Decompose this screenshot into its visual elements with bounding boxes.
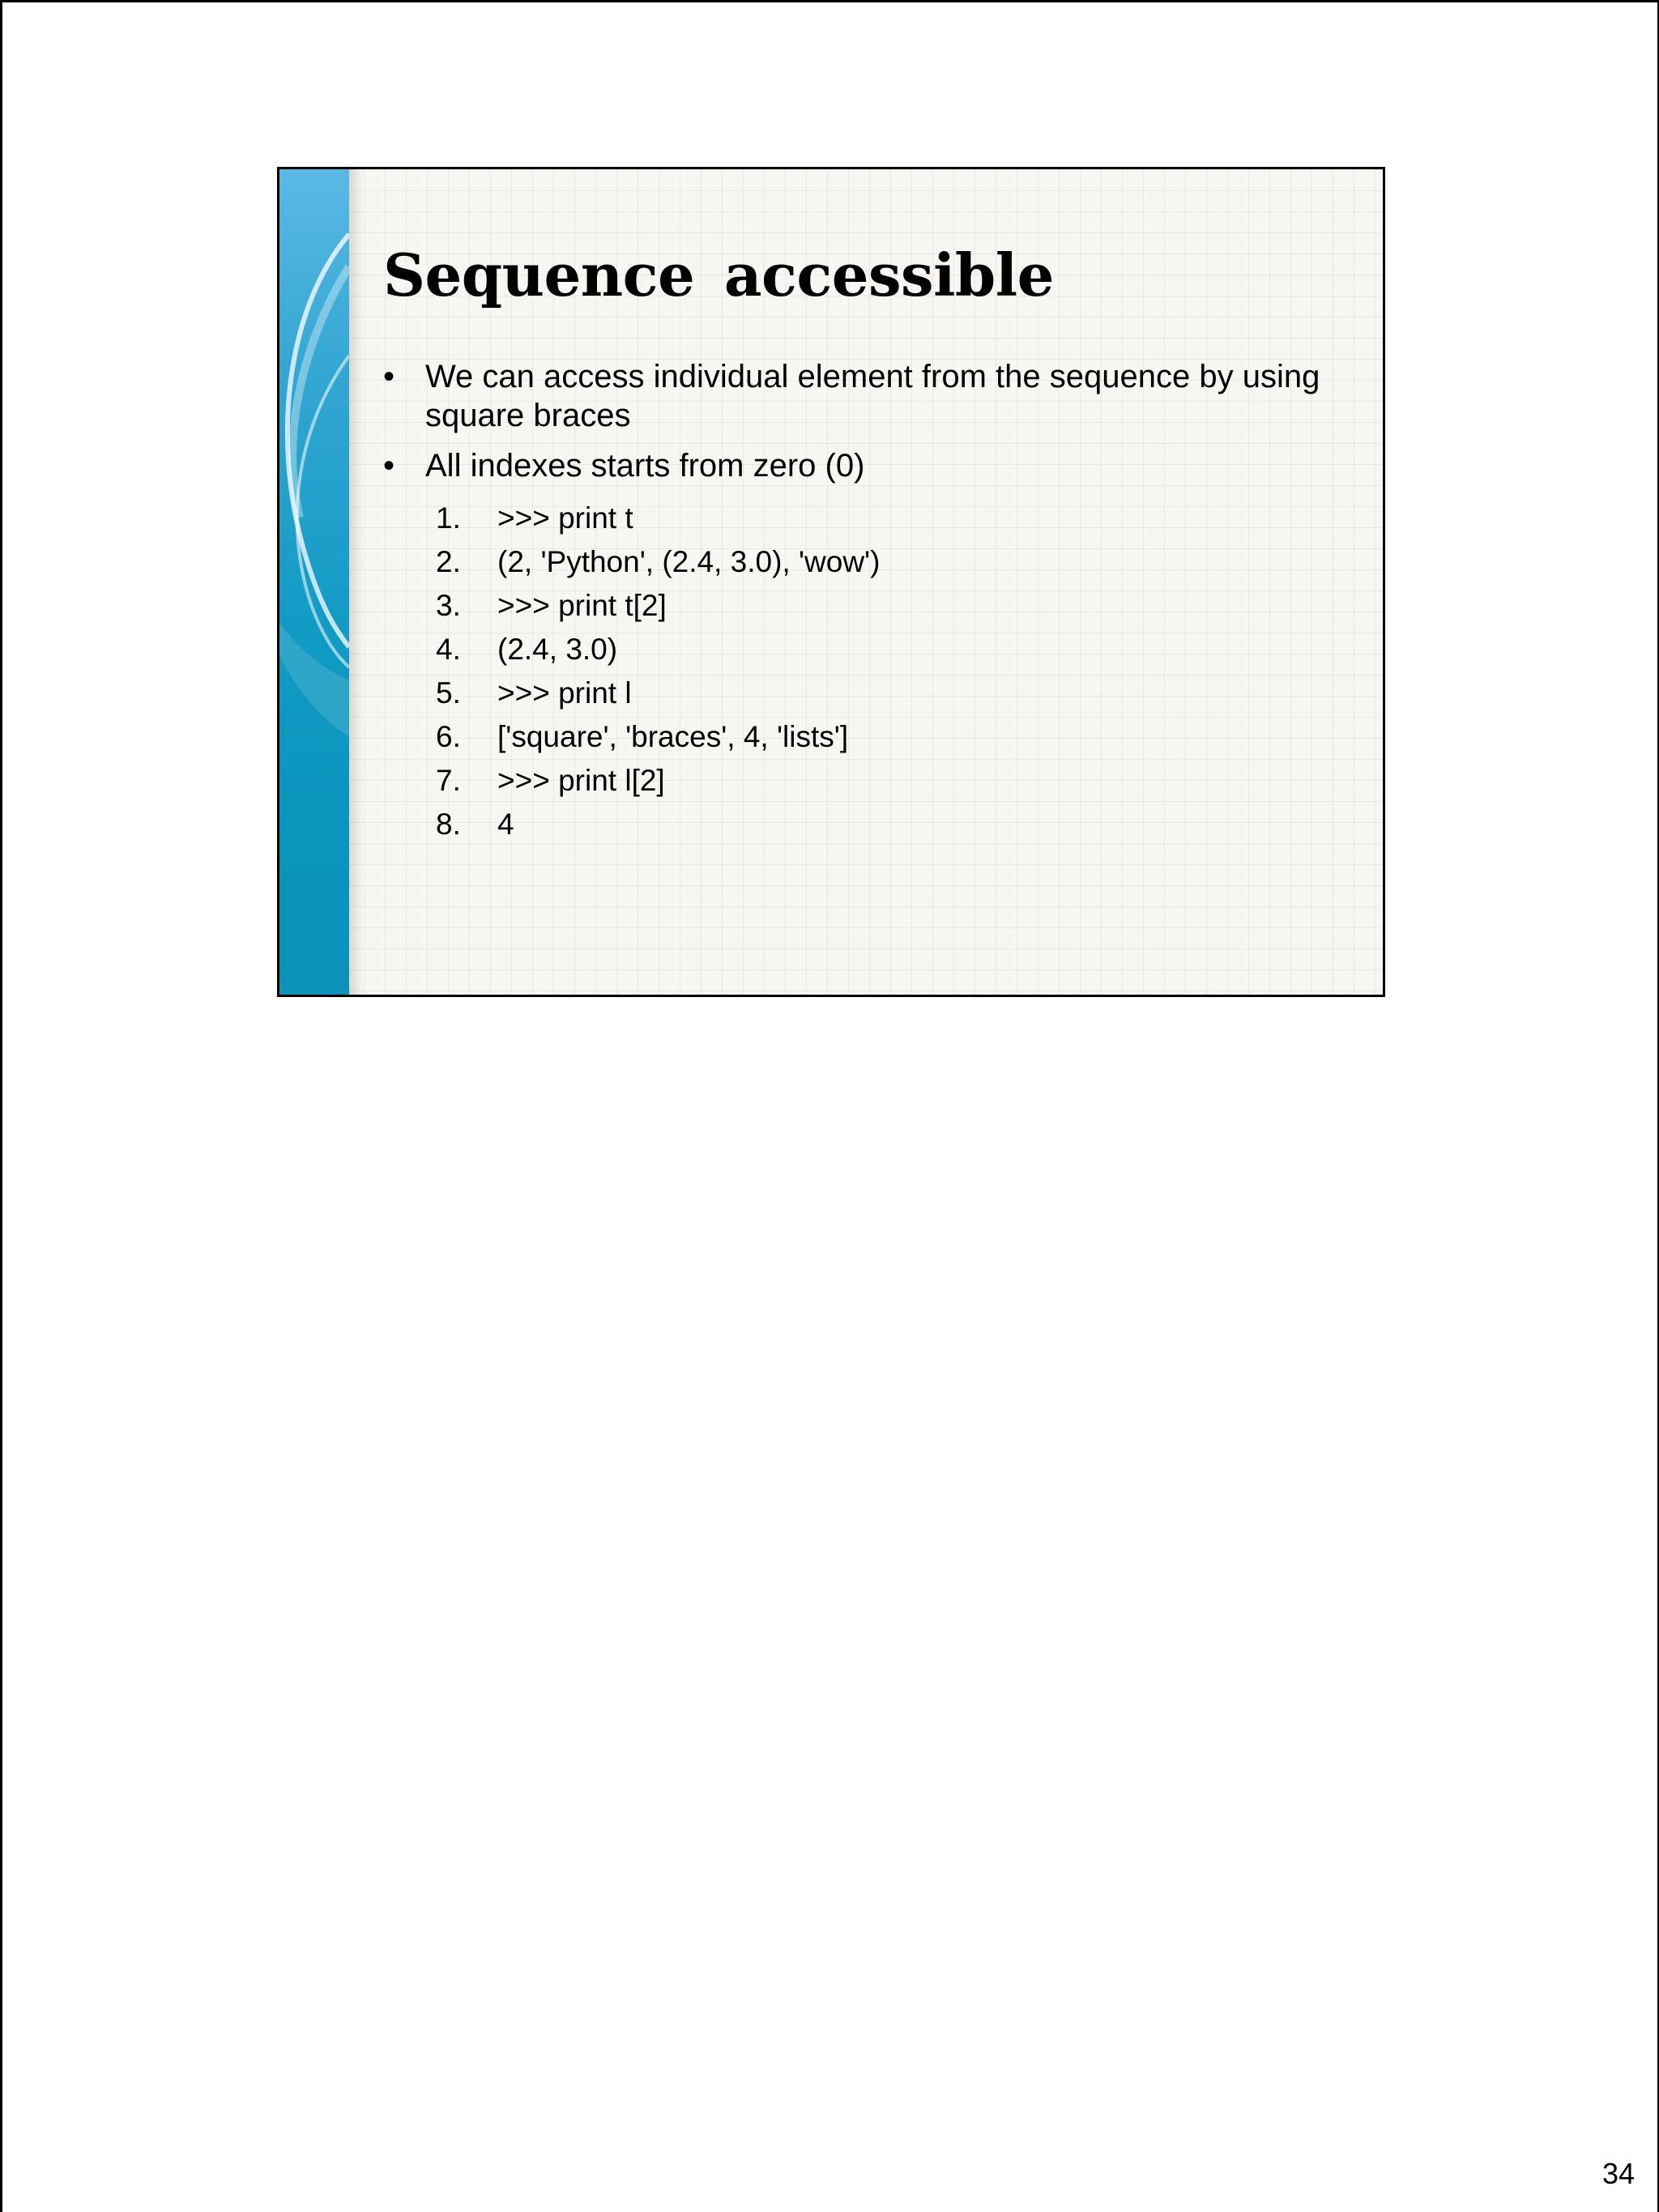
list-item-text: >>> print l[2] — [497, 764, 665, 797]
bullet-text: We can access individual element from the sequence by using square braces — [425, 359, 1320, 433]
list-item — [383, 759, 1339, 803]
list-item-number: 3. — [436, 589, 461, 622]
decorative-swoosh-icon — [279, 169, 349, 995]
list-item-number: 8. — [436, 808, 461, 841]
list-item — [383, 803, 1339, 846]
list-item — [383, 497, 1339, 540]
page-number: 34 — [1602, 2157, 1636, 2190]
bullet-dot-icon: • — [383, 448, 395, 484]
slide-content — [383, 357, 1339, 846]
list-item-text: >>> print t[2] — [497, 589, 667, 622]
slide-title: Sequence accessible — [383, 241, 1054, 309]
list-item-number: 7. — [436, 764, 461, 797]
bullet-text: All indexes starts from zero (0) — [425, 448, 865, 484]
list-item-text: 4 — [497, 808, 514, 841]
bullet-item — [383, 357, 1339, 435]
slide-thumbnail — [277, 167, 1385, 997]
list-item — [383, 584, 1339, 628]
numbered-list — [383, 497, 1339, 846]
list-item-number: 4. — [436, 633, 461, 666]
list-item-number: 5. — [436, 676, 461, 710]
list-item-number: 1. — [436, 501, 461, 535]
list-item-text: (2.4, 3.0) — [497, 633, 618, 666]
slide-side-shadow — [349, 169, 364, 995]
list-item — [383, 540, 1339, 584]
list-item-number: 2. — [436, 545, 461, 578]
list-item — [383, 628, 1339, 671]
bullet-dot-icon: • — [383, 359, 395, 394]
list-item-text: >>> print t — [497, 501, 633, 535]
list-item-text: (2, 'Python', (2.4, 3.0), 'wow') — [497, 545, 881, 578]
list-item — [383, 671, 1339, 715]
list-item-number: 6. — [436, 720, 461, 753]
bullet-item — [383, 446, 1339, 485]
list-item — [383, 715, 1339, 759]
list-item-text: ['square', 'braces', 4, 'lists'] — [497, 720, 849, 753]
list-item-text: >>> print l — [497, 676, 632, 710]
